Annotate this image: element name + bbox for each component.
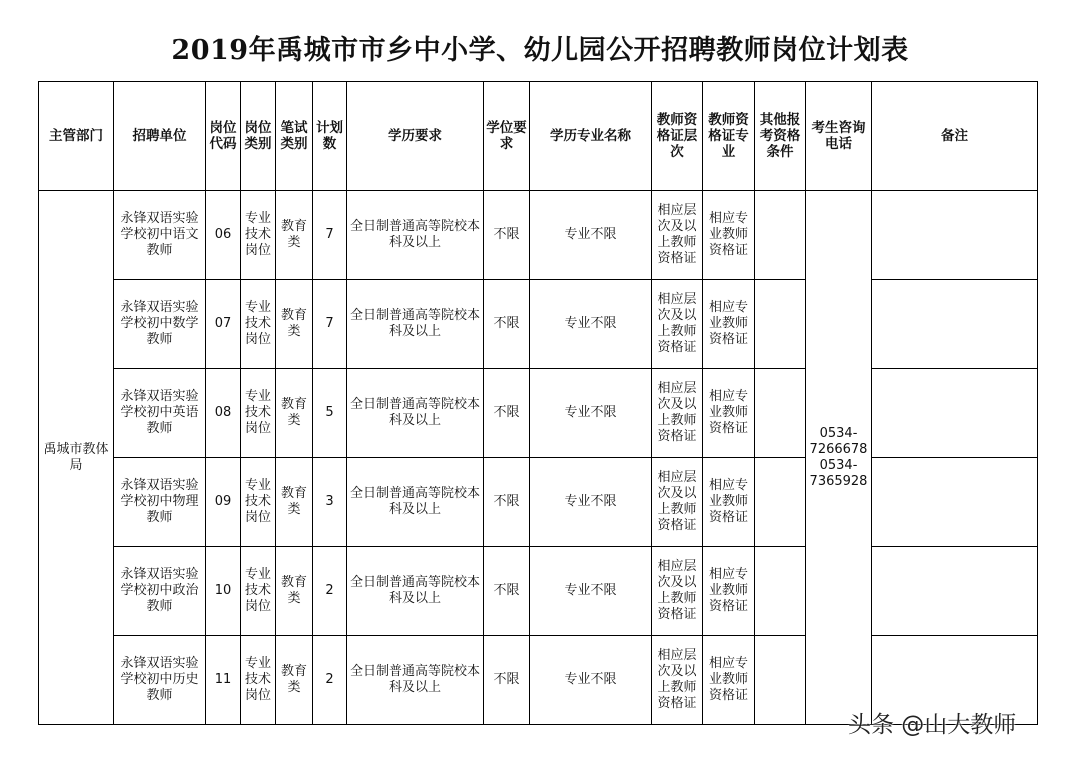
header-other: 其他报考资格条件 [755,82,806,191]
degree-cell: 不限 [484,280,530,369]
exam-cell: 教育类 [276,636,313,725]
type-cell: 专业技术岗位 [241,547,276,636]
phone-line: 0534- [819,425,858,441]
cert-major-cell: 相应专业教师资格证 [703,369,755,458]
recruitment-plan-table [38,81,1038,725]
cert-level-cell: 相应层次及以上教师资格证 [652,547,703,636]
unit-cell: 永锋双语实验学校初中数学教师 [114,280,206,369]
code-cell: 07 [206,280,241,369]
cert-major-cell: 相应专业教师资格证 [703,547,755,636]
table-row [39,280,1038,369]
header-cert-major: 教师资格证专业 [703,82,755,191]
degree-cell: 不限 [484,191,530,280]
dept-cell: 禹城市教体局 [39,191,114,725]
other-cell [755,636,806,725]
note-cell [872,547,1038,636]
unit-cell: 永锋双语实验学校初中英语教师 [114,369,206,458]
note-cell [872,369,1038,458]
count-cell: 7 [313,191,347,280]
code-cell: 11 [206,636,241,725]
cert-level-cell: 相应层次及以上教师资格证 [652,280,703,369]
header-phone: 考生咨询电话 [806,82,872,191]
header-edu: 学历要求 [347,82,484,191]
header-dept: 主管部门 [39,82,114,191]
header-code: 岗位代码 [206,82,241,191]
cert-level-cell: 相应层次及以上教师资格证 [652,636,703,725]
code-cell: 09 [206,458,241,547]
header-major: 学历专业名称 [530,82,652,191]
unit-cell: 永锋双语实验学校初中历史教师 [114,636,206,725]
header-count: 计划数 [313,82,347,191]
count-cell: 2 [313,636,347,725]
major-cell: 专业不限 [530,280,652,369]
major-cell: 专业不限 [530,191,652,280]
header-note: 备注 [872,82,1038,191]
note-cell [872,280,1038,369]
cert-level-cell: 相应层次及以上教师资格证 [652,191,703,280]
edu-cell: 全日制普通高等院校本科及以上 [347,280,484,369]
cert-major-cell: 相应专业教师资格证 [703,636,755,725]
unit-cell: 永锋双语实验学校初中语文教师 [114,191,206,280]
cert-major-cell: 相应专业教师资格证 [703,458,755,547]
other-cell [755,191,806,280]
header-exam: 笔试类别 [276,82,313,191]
major-cell: 专业不限 [530,369,652,458]
table-row [39,369,1038,458]
count-cell: 5 [313,369,347,458]
code-cell: 08 [206,369,241,458]
code-cell: 10 [206,547,241,636]
note-cell [872,191,1038,280]
phone-line: 0534- [819,457,858,473]
unit-cell: 永锋双语实验学校初中政治教师 [114,547,206,636]
other-cell [755,547,806,636]
other-cell [755,369,806,458]
type-cell: 专业技术岗位 [241,191,276,280]
major-cell: 专业不限 [530,547,652,636]
count-cell: 2 [313,547,347,636]
edu-cell: 全日制普通高等院校本科及以上 [347,636,484,725]
exam-cell: 教育类 [276,547,313,636]
major-cell: 专业不限 [530,636,652,725]
cert-level-cell: 相应层次及以上教师资格证 [652,369,703,458]
type-cell: 专业技术岗位 [241,636,276,725]
phone-line: 7365928 [809,473,868,489]
degree-cell: 不限 [484,547,530,636]
degree-cell: 不限 [484,636,530,725]
edu-cell: 全日制普通高等院校本科及以上 [347,458,484,547]
edu-cell: 全日制普通高等院校本科及以上 [347,547,484,636]
type-cell: 专业技术岗位 [241,369,276,458]
major-cell: 专业不限 [530,458,652,547]
unit-cell: 永锋双语实验学校初中物理教师 [114,458,206,547]
exam-cell: 教育类 [276,280,313,369]
count-cell: 7 [313,280,347,369]
note-cell [872,458,1038,547]
edu-cell: 全日制普通高等院校本科及以上 [347,191,484,280]
count-cell: 3 [313,458,347,547]
cert-major-cell: 相应专业教师资格证 [703,191,755,280]
degree-cell: 不限 [484,458,530,547]
exam-cell: 教育类 [276,458,313,547]
other-cell [755,458,806,547]
page-title: 2019年禹城市市乡中小学、幼儿园公开招聘教师岗位计划表 [171,35,909,66]
header-cert-level: 教师资格证层次 [652,82,703,191]
type-cell: 专业技术岗位 [241,280,276,369]
exam-cell: 教育类 [276,369,313,458]
table-row [39,458,1038,547]
other-cell [755,280,806,369]
cert-level-cell: 相应层次及以上教师资格证 [652,458,703,547]
edu-cell: 全日制普通高等院校本科及以上 [347,369,484,458]
exam-cell: 教育类 [276,191,313,280]
phone-line: 7266678 [809,441,868,457]
degree-cell: 不限 [484,369,530,458]
header-row [39,82,1038,191]
header-degree: 学位要求 [484,82,530,191]
watermark: 头条 @山大教师 [848,712,1017,738]
header-unit: 招聘单位 [114,82,206,191]
table-row [39,191,1038,280]
table-row [39,547,1038,636]
header-type: 岗位类别 [241,82,276,191]
cert-major-cell: 相应专业教师资格证 [703,280,755,369]
code-cell: 06 [206,191,241,280]
type-cell: 专业技术岗位 [241,458,276,547]
phone-cell [806,191,872,725]
